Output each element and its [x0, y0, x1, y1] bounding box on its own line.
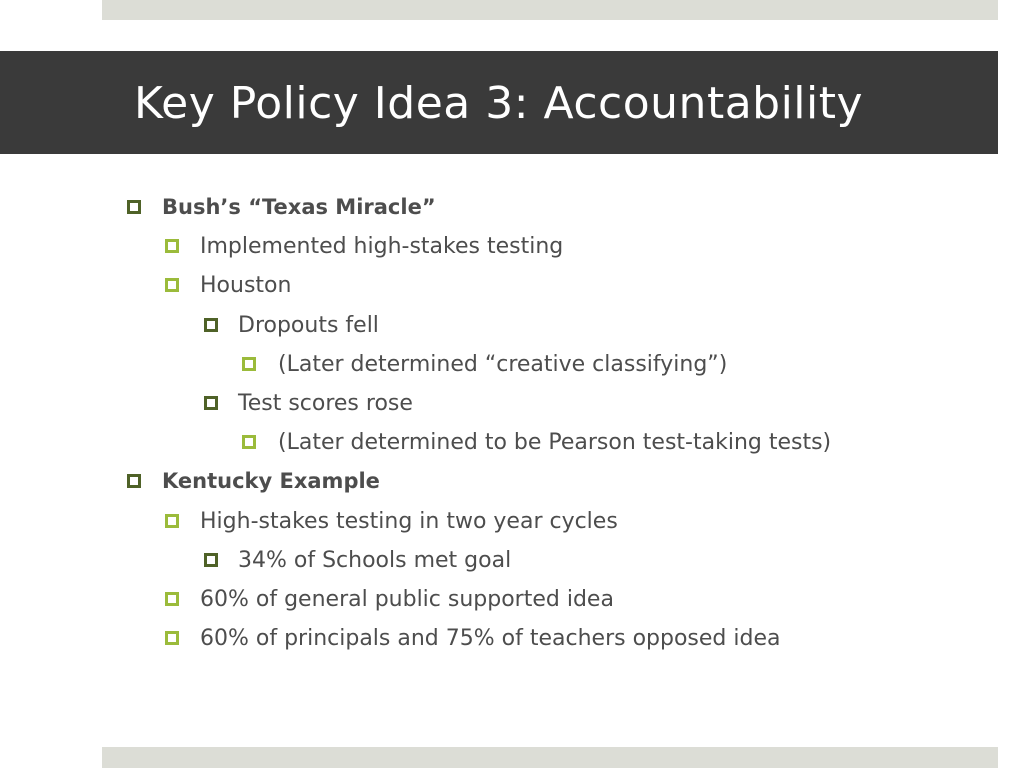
square-bullet-icon [165, 514, 179, 528]
square-bullet-icon [204, 318, 218, 332]
bullet-item [204, 388, 413, 418]
bullet-item [127, 192, 436, 222]
bullet-item [242, 349, 727, 379]
square-bullet-icon [165, 631, 179, 645]
bullet-item [242, 427, 831, 457]
bullet-item [204, 310, 379, 340]
square-bullet-icon [165, 239, 179, 253]
bullet-text: Houston [200, 272, 292, 298]
bullet-item [165, 270, 291, 300]
bullet-text: Test scores rose [238, 390, 413, 416]
bullet-item [165, 231, 563, 261]
bullet-item [204, 545, 511, 575]
bullet-text: 34% of Schools met goal [238, 547, 512, 573]
top-decorative-band [102, 0, 998, 20]
square-bullet-icon [127, 200, 141, 214]
square-bullet-icon [165, 278, 179, 292]
bottom-decorative-band [102, 747, 998, 768]
square-bullet-icon [242, 357, 256, 371]
bullet-text: 60% of principals and 75% of teachers opposed idea [200, 625, 781, 651]
bullet-item [165, 506, 618, 536]
square-bullet-icon [165, 592, 179, 606]
bullet-text: 60% of general public supported idea [200, 586, 614, 612]
square-bullet-icon [242, 435, 256, 449]
bullet-item [165, 584, 614, 614]
bullet-text: High-stakes testing in two year cycles [200, 508, 618, 534]
bullet-text: Implemented high-stakes testing [200, 233, 564, 259]
bullet-text: Kentucky Example [162, 469, 380, 493]
bullet-text: (Later determined to be Pearson test-taking tests) [278, 429, 832, 455]
bullet-item [165, 623, 780, 653]
bullet-text: (Later determined “creative classifying”) [278, 351, 728, 377]
square-bullet-icon [127, 474, 141, 488]
bullet-item [127, 466, 380, 496]
bullet-text: Bush’s “Texas Miracle” [162, 195, 436, 219]
square-bullet-icon [204, 396, 218, 410]
square-bullet-icon [204, 553, 218, 567]
bullet-text: Dropouts fell [238, 312, 379, 338]
slide-title: Key Policy Idea 3: Accountability [134, 78, 864, 129]
